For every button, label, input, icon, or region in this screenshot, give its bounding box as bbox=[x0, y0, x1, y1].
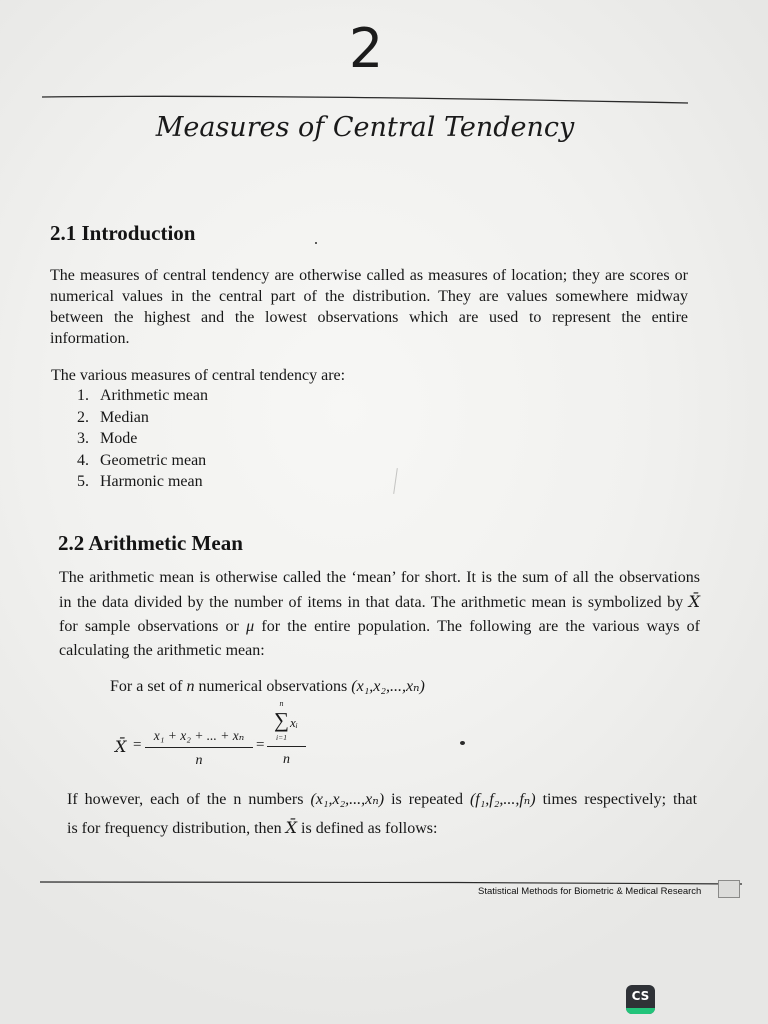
paragraph-line: between the highest and the lowest observations which are used to represent the entire bbox=[50, 309, 688, 326]
arithmetic-mean-paragraph bbox=[59, 566, 700, 663]
statement-text: times respectively; that bbox=[542, 791, 698, 808]
list-item-number: 5. bbox=[77, 473, 89, 490]
chapter-number: 2 bbox=[348, 17, 384, 80]
measures-list bbox=[77, 385, 208, 493]
introduction-paragraph bbox=[50, 265, 688, 349]
paragraph-line: calculating the arithmetic mean: bbox=[59, 642, 265, 659]
list-item-label: Geometric mean bbox=[100, 451, 207, 469]
paragraph-line bbox=[59, 615, 700, 639]
summation-lower-limit: i=1 bbox=[276, 733, 287, 742]
sample-mean-symbol: X̄ bbox=[688, 592, 700, 611]
frequencies-tuple: (f₁,f₂,...,fₙ) bbox=[469, 791, 536, 808]
observations-tuple: (x₁,x₂,...,xₙ) bbox=[310, 791, 385, 808]
list-item-number: 4. bbox=[77, 451, 89, 469]
section-heading-introduction: 2.1 Introduction bbox=[50, 221, 196, 245]
sample-mean-symbol: X̄ bbox=[285, 818, 298, 837]
scan-speck bbox=[315, 242, 317, 244]
summation-icon: ∑ bbox=[274, 708, 289, 732]
formula-fraction-sum-terms bbox=[145, 727, 253, 769]
list-item-label: Harmonic mean bbox=[100, 473, 203, 490]
paragraph-text: for sample observations or bbox=[59, 618, 239, 635]
formula-equals-sign: = bbox=[133, 737, 142, 753]
header-rule bbox=[0, 90, 768, 110]
paragraph-text: for the entire population. The following are the various ways of bbox=[261, 618, 700, 635]
footer-book-title: Statistical Methods for Biometric & Medical Research bbox=[478, 886, 702, 897]
frequency-statement bbox=[67, 786, 697, 843]
chapter-title: Measures of Central Tendency bbox=[155, 112, 575, 143]
scan-streak bbox=[393, 468, 398, 494]
statement-text: For a set of bbox=[110, 678, 183, 695]
observations-tuple: (x₁,x₂,...,xₙ) bbox=[351, 678, 425, 695]
camscanner-logo bbox=[626, 985, 655, 1014]
list-item bbox=[77, 471, 208, 493]
paragraph-line: The arithmetic mean is otherwise called the ‘mean’ for short. It is the sum of all the observations bbox=[59, 569, 700, 586]
fraction-bar bbox=[267, 746, 306, 747]
list-item-label: Median bbox=[100, 408, 149, 426]
list-item bbox=[77, 428, 208, 450]
formula-mean-symbol: X̄ bbox=[115, 737, 127, 756]
statement-text: is for frequency distribution, then bbox=[67, 820, 282, 837]
logo-text: CS bbox=[631, 989, 650, 1003]
statement-text: numerical observations bbox=[198, 678, 348, 695]
statement-text: If however, each of the n numbers bbox=[67, 791, 304, 808]
section-heading-arithmetic-mean: 2.2 Arithmetic Mean bbox=[58, 531, 243, 555]
paragraph-line: information. bbox=[50, 330, 130, 347]
formula-equals-sign: = bbox=[256, 737, 265, 753]
statement-text: is defined as follows: bbox=[301, 820, 438, 837]
logo-accent-bar bbox=[626, 1008, 655, 1014]
list-item-number: 3. bbox=[77, 430, 89, 447]
paragraph-line: The measures of central tendency are otherwise called as measures of location; they are scores or bbox=[50, 267, 688, 284]
list-item bbox=[77, 385, 208, 407]
fraction-bar bbox=[145, 747, 253, 748]
paragraph-line bbox=[59, 590, 700, 615]
set-statement bbox=[110, 677, 425, 697]
fraction-numerator: x₁ + x₂ + ... + xₙ bbox=[153, 728, 245, 743]
summation-term: xᵢ bbox=[290, 715, 298, 730]
summation-upper-limit: n bbox=[279, 699, 284, 708]
fraction-denominator: n bbox=[195, 753, 203, 768]
list-item-label: Arithmetic mean bbox=[100, 387, 208, 404]
list-item bbox=[77, 450, 208, 472]
population-mean-symbol: μ bbox=[246, 618, 255, 635]
paragraph-line bbox=[67, 786, 697, 814]
list-item-number: 1. bbox=[77, 387, 89, 404]
list-item-number: 2. bbox=[77, 408, 89, 426]
list-item-label: Mode bbox=[100, 430, 138, 447]
formula-fraction-summation bbox=[267, 698, 306, 770]
page-number-box bbox=[718, 880, 740, 898]
fraction-denominator: n bbox=[283, 752, 290, 767]
scan-speck bbox=[460, 741, 465, 745]
paragraph-text: in the data divided by the number of items in that data. The arithmetic mean is symbolized by bbox=[59, 594, 684, 611]
count-symbol: n bbox=[186, 678, 195, 695]
measures-list-intro: The various measures of central tendency are: bbox=[51, 367, 346, 384]
list-item bbox=[77, 407, 208, 429]
paragraph-line: numerical values in the central part of the distribution. They are values somewhere midway bbox=[50, 288, 688, 305]
paragraph-line bbox=[67, 814, 697, 843]
statement-text: is repeated bbox=[391, 791, 463, 808]
